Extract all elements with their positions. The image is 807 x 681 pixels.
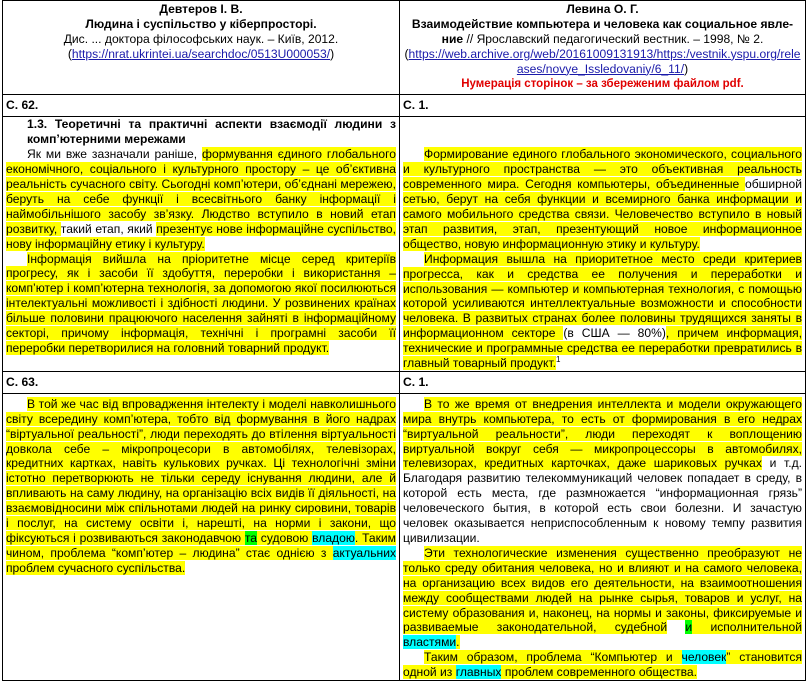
right-paragraph	[403, 147, 802, 251]
left-source-link[interactable]: https://nrat.ukrintei.ua/searchdoc/0513U000053/	[71, 46, 331, 61]
left-paragraph	[6, 252, 396, 356]
right-paragraph	[403, 397, 802, 546]
left-link-close: )	[330, 46, 335, 61]
highlighted-text: Інформація вийшла на пріоритетне місце серед критеріїв прогресу, як і засоби її здобуття, переробки і використання – комп’ютер і комп’ютерна технологія, за допомогою якої посилюються інтелектуальні можливості і здібності людини. У розвинених країнах більше половини працюючого населення зайняті в інформаційному секторі, причому інформація, технічні і програмні засоби її переробки перетворилися на головний товарний продукт.	[6, 251, 396, 355]
highlighted-text: и	[685, 620, 693, 635]
page-numbering-note: Нумерація сторінок – за збереженим файлом pdf.	[461, 77, 744, 90]
highlighted-text: Эти технологические изменения существенно преобразуют не только среду обитания человека, но и влияют и на самого человека, на организацию всех видов его деятельности, на взаимоотношения между сообществами людей на рынке сырья, товаров и услуг, на систему образования и, наконец, на нормы и законы, фиксируемые и развиваемые законодательной,	[403, 545, 802, 635]
right-text-cell-2	[400, 393, 806, 680]
section-heading: 1.3. Теоретичні та практичні аспекти взаємодії людини з комп’ютерними мережами	[27, 117, 396, 147]
comparison-table	[2, 0, 806, 681]
header-row	[3, 1, 806, 95]
right-page-ref-2: С. 1.	[400, 371, 806, 393]
right-author: Левина О. Г.	[566, 2, 639, 16]
highlighted-text: властями	[403, 635, 457, 650]
text-row-1	[3, 117, 806, 372]
left-author: Девтеров І. В.	[159, 2, 243, 16]
left-page-ref-1: С. 62.	[3, 95, 400, 117]
left-link-open: (	[67, 46, 72, 61]
highlighted-text: Информация вышла на приоритетное место среди критериев прогресса, как и средства ее получения и переработки и использования — компьютер и компьютерная технология, с помощью которой усиливаются интеллектуальные возможности и способности человека. В развитых странах более половины трудящихся заняты в информационном секторе	[403, 251, 802, 341]
right-title: Взаимодействие компьютера и человека как социальное явле-ние	[411, 16, 794, 46]
highlighted-text: человек	[681, 650, 727, 665]
plain-text: и т.д. Благодаря развитию телекоммуникаций человек попадает в среду, в которой есть места, где размножается “информационная грязь” человеческого бытия, в которой есть свои болезни. И зачастую человек оказывается неприспособленным к новому темпу развития цивилизации.	[403, 456, 803, 545]
highlighted-text: владою	[312, 531, 355, 545]
highlighted-text: судовою	[256, 531, 313, 545]
highlighted-text: В то же время от внедрения интеллекта и модели окружающего мира внутрь компьютера, то есть от формирования в его недрах “виртуальной реальности”, люди переходят к воплощению виртуальной вокруг себя — микропроцессоры в автомобилях, телевизорах, кредитных карточках, даже шариковых ручках	[403, 396, 802, 471]
right-source: // Ярославский педагогический вестник. – 1998, № 2.	[463, 31, 764, 46]
left-page-ref-2: С. 63.	[3, 371, 400, 393]
highlighted-text: главных	[455, 665, 502, 680]
right-link-open: (	[404, 46, 409, 61]
highlighted-text: , причем информация, технические и программные средства ее переработки превратились в главный товарный продукт.	[403, 326, 803, 371]
left-source: Дис. ... доктора філософських наук. – Київ, 2012.	[63, 31, 339, 46]
highlighted-text: судебной	[614, 620, 668, 635]
highlighted-text: презентує нове інформаційне суспільство, нову інформаційну етику і культуру.	[6, 221, 396, 251]
right-link-close: )	[684, 61, 689, 76]
text-row-2	[3, 393, 806, 680]
highlighted-text: сетью, берут на себя функции и всемирного банка информации и самого мобильного средства связи. Человечество вступило в новый этап развития, этап, презентующий новое информационное общество, новую информационную этику и культуру.	[403, 192, 802, 251]
highlighted-text: проблем современного общества.	[501, 665, 697, 680]
left-header-cell	[3, 1, 400, 95]
right-paragraph	[403, 650, 802, 680]
footnote-marker: 1	[556, 355, 561, 364]
left-title: Людина і суспільство у кіберпросторі.	[85, 16, 317, 31]
right-text-cell-1	[400, 117, 806, 372]
left-text-cell-1	[3, 117, 400, 372]
right-paragraph	[403, 546, 802, 650]
plain-text	[667, 620, 685, 634]
left-paragraph	[6, 147, 396, 251]
plain-text: обширной	[745, 177, 802, 192]
left-text-cell-2	[3, 393, 400, 680]
page-ref-row-1	[3, 95, 806, 117]
highlighted-text: .	[456, 635, 460, 650]
right-paragraph	[403, 252, 802, 371]
highlighted-text: проблем сучасного суспільства.	[6, 560, 186, 575]
page-ref-row-2	[3, 371, 806, 393]
plain-text: (в США — 80%)	[563, 326, 666, 341]
right-page-ref-1: С. 1.	[400, 95, 806, 117]
highlighted-text: В той же час від впровадження інтелекту і моделі навколишнього світу всередину комп’ютера, тобто від формування в його надрах “віртуальної реальності”, люди переходять до втілення віртуальності довкола себе – мікропроцесори в автомобілях, телевізорах, кредитних картках, навіть кулькових ручках. Ці технологічні зміни істотно перетворюють не тільки середу існування людини, але й впливають на саму людину, на організацію всіх видів її діяльності, на взаємовідносини між спільнотами людей на ринку сировини, товарів і послуг, на систему освіти і, нарешті, на норми і закони, що фіксуються і розвиваються законодавчою	[6, 396, 396, 545]
right-header-cell	[400, 1, 806, 95]
highlighted-text: Таким образом, проблема “Компьютер и	[424, 650, 682, 665]
right-paragraph-body	[403, 252, 802, 370]
highlighted-text: . Таким чином, проблема “комп’ютер – людина” стає однією з	[6, 531, 396, 560]
highlighted-text: та	[244, 531, 257, 545]
highlighted-text: исполнительной	[692, 620, 802, 635]
highlighted-text: формування єдиного глобального економічного, соціального і культурного простору – це об’єктивна реальність сучасного світу. Сьогодні комп’ютери, об’єднані мережею, беруть на себе функції і всесвітнього банку інформації і наймобільнішого засобу зв’язку. Людство вступило в новий етап розвитку,	[6, 147, 397, 236]
plain-text: Як ми вже зазначали раніше,	[27, 147, 203, 162]
highlighted-text: Формирование единого глобального экономического, социального и культурного пространства — это объективная реальность современного мира. Сегодня компьютеры, объединенные	[403, 147, 802, 192]
highlighted-text: ” становится одной из	[403, 650, 803, 680]
highlighted-text: актуальних	[332, 545, 396, 560]
left-paragraph	[6, 397, 396, 576]
plain-text: такий етап, який	[60, 221, 157, 236]
right-source-link[interactable]: https://web.archive.org/web/20161009131913/https:/vestnik.yspu.org/releases/novye_Issledovaniy/6_11/	[408, 46, 801, 76]
